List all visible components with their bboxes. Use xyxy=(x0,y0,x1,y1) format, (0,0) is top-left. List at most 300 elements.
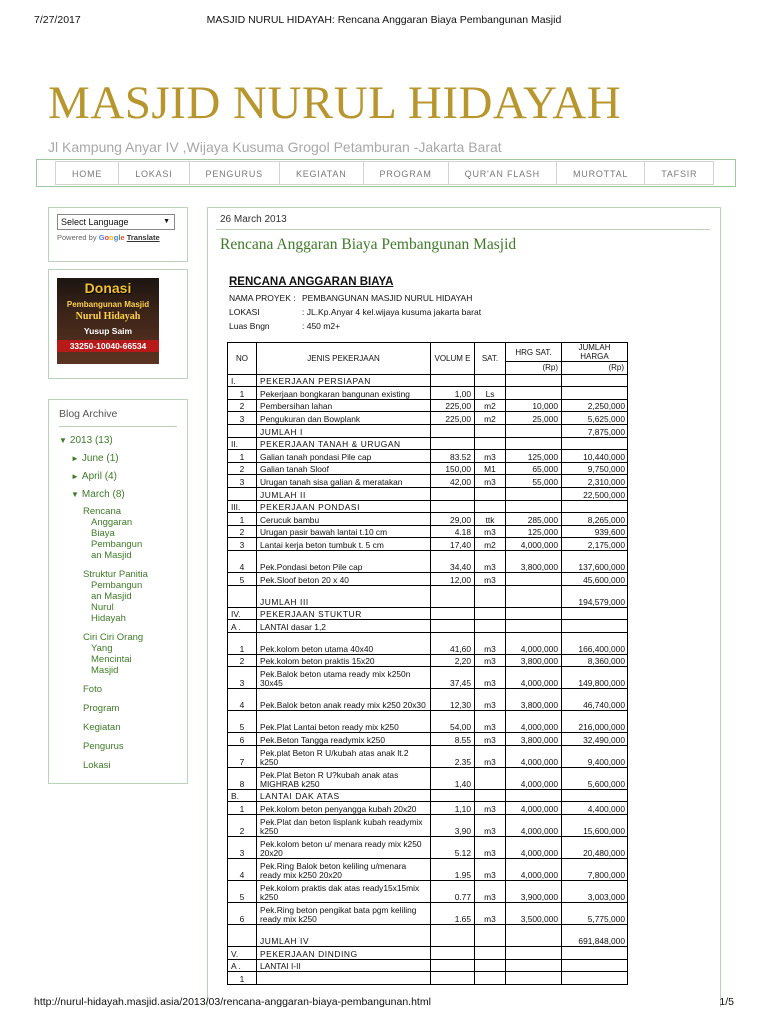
cell-hrg xyxy=(506,500,562,513)
cell-no: 2 xyxy=(228,525,257,538)
cell-volume: 1,10 xyxy=(431,802,475,815)
cell-sat xyxy=(475,585,506,607)
cell-jumlah: 5,775,000 xyxy=(562,903,628,925)
cell-sat xyxy=(475,487,506,500)
header-hrg: HRG SAT. xyxy=(506,343,562,362)
cell-jenis: Pek.kolom beton praktis 15x20 xyxy=(257,654,431,667)
cell-volume: 5.12 xyxy=(431,837,475,859)
page-list xyxy=(59,684,177,771)
cell-no: 5 xyxy=(228,881,257,903)
cell-sat xyxy=(475,767,506,789)
cell-jumlah: 216,000,000 xyxy=(562,711,628,733)
page-link-kegiatan[interactable]: Kegiatan xyxy=(83,722,121,733)
cell-volume xyxy=(431,947,475,960)
cell-sat: M1 xyxy=(475,462,506,475)
cell-jumlah: 194,579,000 xyxy=(562,585,628,607)
cell-sat: m3 xyxy=(475,745,506,767)
cell-jumlah: 5,600,000 xyxy=(562,767,628,789)
cell-jenis: Pembersihan lahan xyxy=(257,399,431,412)
table-row xyxy=(228,424,628,437)
nav-lokasi[interactable]: LOKASI xyxy=(119,161,189,185)
page-link-foto[interactable]: Foto xyxy=(83,684,103,695)
cell-sat: Ls xyxy=(475,387,506,400)
cell-hrg: 3,900,000 xyxy=(506,881,562,903)
cell-jumlah xyxy=(562,387,628,400)
cell-no: 5 xyxy=(228,711,257,733)
cell-sat: m3 xyxy=(475,550,506,572)
table-row xyxy=(228,925,628,947)
cell-sat: m3 xyxy=(475,572,506,585)
cell-no: 8 xyxy=(228,767,257,789)
cell-hrg xyxy=(506,585,562,607)
cell-jumlah xyxy=(562,500,628,513)
table-header-row xyxy=(228,343,628,362)
cell-hrg: 25,000 xyxy=(506,412,562,425)
table-row xyxy=(228,462,628,475)
cell-no: III. xyxy=(228,500,257,513)
cell-volume: 1.95 xyxy=(431,859,475,881)
cell-sat xyxy=(475,374,506,387)
cell-jumlah xyxy=(562,374,628,387)
cell-volume: 12,30 xyxy=(431,689,475,711)
archive-post-link[interactable]: Struktur Panitia Pembangun an Masjid Nurul Hidayah xyxy=(83,569,148,624)
table-row xyxy=(228,859,628,881)
donasi-line2: Nurul Hidayah xyxy=(75,311,141,322)
cell-no: 7 xyxy=(228,745,257,767)
post-container xyxy=(207,207,721,1007)
print-page-number: 1/5 xyxy=(719,996,734,1008)
cell-no: 1 xyxy=(228,972,257,985)
header-sat: SAT. xyxy=(475,343,506,375)
cell-jenis: Pek.Balok beton utama ready mix k250n 30x45 xyxy=(257,667,431,689)
language-select-label: Select Language xyxy=(61,217,129,227)
cell-hrg xyxy=(506,437,562,450)
cell-volume xyxy=(431,424,475,437)
cell-volume xyxy=(431,789,475,802)
cell-jenis: PEKERJAAN STUKTUR xyxy=(257,607,431,620)
cell-jenis: Pek.Beton Tangga readymix k250 xyxy=(257,733,431,746)
cell-hrg xyxy=(506,572,562,585)
cell-jenis: Pek.kolom praktis dak atas ready15x15mix k250 xyxy=(257,881,431,903)
cell-sat: m3 xyxy=(475,654,506,667)
cell-jenis: Pekerjaan bongkaran bangunan existing xyxy=(257,387,431,400)
cell-hrg xyxy=(506,789,562,802)
cell-volume: 150,00 xyxy=(431,462,475,475)
cell-no: 1 xyxy=(228,387,257,400)
cell-no xyxy=(228,424,257,437)
cell-no: I. xyxy=(228,374,257,387)
cell-volume xyxy=(431,487,475,500)
cell-volume xyxy=(431,607,475,620)
cell-volume: 12,00 xyxy=(431,572,475,585)
cell-hrg: 4,000,000 xyxy=(506,538,562,551)
cell-jumlah xyxy=(562,437,628,450)
cell-jenis: Pek.Pondasi beton Pile cap xyxy=(257,550,431,572)
cell-no: 4 xyxy=(228,689,257,711)
nav-pengurus[interactable]: PENGURUS xyxy=(190,161,280,185)
cell-sat: m2 xyxy=(475,538,506,551)
cell-sat xyxy=(475,437,506,450)
cell-volume: 83.52 xyxy=(431,450,475,463)
cell-volume: 225,00 xyxy=(431,412,475,425)
cell-sat: m3 xyxy=(475,815,506,837)
cell-volume xyxy=(431,959,475,972)
cell-no: 1 xyxy=(228,450,257,463)
cell-jenis: JUMLAH II xyxy=(257,487,431,500)
table-row xyxy=(228,513,628,526)
cell-jumlah: 22,500,000 xyxy=(562,487,628,500)
cell-sat xyxy=(475,972,506,985)
cell-jumlah: 137,600,000 xyxy=(562,550,628,572)
cell-sat: m2 xyxy=(475,412,506,425)
cell-hrg xyxy=(506,374,562,387)
cell-jumlah: 46,740,000 xyxy=(562,689,628,711)
cell-jumlah: 8,360,000 xyxy=(562,654,628,667)
cell-no: 2 xyxy=(228,399,257,412)
table-row xyxy=(228,387,628,400)
rab-table-body xyxy=(228,374,628,984)
cell-volume: 225,00 xyxy=(431,399,475,412)
cell-no xyxy=(228,925,257,947)
cell-no: 3 xyxy=(228,412,257,425)
cell-volume: 4.18 xyxy=(431,525,475,538)
table-row xyxy=(228,585,628,607)
cell-jenis: Pek.plat Beton R U/kubah atas anak lt.2 k250 xyxy=(257,745,431,767)
post-date: 26 March 2013 xyxy=(220,214,287,225)
table-row xyxy=(228,374,628,387)
cell-jumlah: 32,490,000 xyxy=(562,733,628,746)
cell-hrg: 3,800,000 xyxy=(506,733,562,746)
nav-murottal[interactable]: MUROTTAL xyxy=(557,161,645,185)
cell-no: 4 xyxy=(228,859,257,881)
cell-volume: 37,45 xyxy=(431,667,475,689)
cell-jumlah: 939,600 xyxy=(562,525,628,538)
table-row xyxy=(228,733,628,746)
cell-volume: 29,00 xyxy=(431,513,475,526)
table-row xyxy=(228,903,628,925)
cell-hrg: 125,000 xyxy=(506,525,562,538)
donasi-title: Donasi xyxy=(84,280,132,296)
rab-heading: RENCANA ANGGARAN BIAYA xyxy=(229,276,394,288)
cell-jumlah: 45,600,000 xyxy=(562,572,628,585)
cell-jenis: JUMLAH IV xyxy=(257,925,431,947)
cell-jenis: Lantai kerja beton tumbuk t. 5 cm xyxy=(257,538,431,551)
blog-archive xyxy=(48,399,188,784)
donasi-account: 33250-10040-66534 xyxy=(57,340,159,352)
cell-jumlah: 2,310,000 xyxy=(562,475,628,488)
cell-hrg xyxy=(506,925,562,947)
cell-sat: ttk xyxy=(475,513,506,526)
cell-jenis: Pek.Ring Balok beton keliling u/menara ready mix k250 20x20 xyxy=(257,859,431,881)
nav-kegiatan[interactable]: KEGIATAN xyxy=(280,161,364,185)
main-nav xyxy=(36,159,736,187)
cell-no: 1 xyxy=(228,632,257,654)
cell-jumlah: 2,250,000 xyxy=(562,399,628,412)
cell-hrg: 3,800,000 xyxy=(506,550,562,572)
cell-sat xyxy=(475,424,506,437)
cell-jumlah: 3,003,000 xyxy=(562,881,628,903)
cell-jenis: PEKERJAAN DINDING xyxy=(257,947,431,960)
powered-by-label: Powered by xyxy=(57,233,97,242)
table-row xyxy=(228,972,628,985)
page-link-pengurus[interactable]: Pengurus xyxy=(83,741,124,752)
translate-widget xyxy=(48,207,188,262)
cell-hrg: 4,000,000 xyxy=(506,667,562,689)
cell-sat xyxy=(475,500,506,513)
table-row xyxy=(228,620,628,633)
table-row xyxy=(228,767,628,789)
cell-jenis: Pek.Plat Beton R U?kubah anak atas MIGHRAB k250 xyxy=(257,767,431,789)
table-row xyxy=(228,412,628,425)
google-logo: Google xyxy=(98,233,125,242)
table-row xyxy=(228,667,628,689)
cell-hrg: 4,000,000 xyxy=(506,711,562,733)
cell-volume: 1.65 xyxy=(431,903,475,925)
cell-sat xyxy=(475,925,506,947)
page-link-lokasi[interactable]: Lokasi xyxy=(83,760,111,771)
cell-volume: 41,60 xyxy=(431,632,475,654)
cell-hrg: 3,800,000 xyxy=(506,689,562,711)
cell-jenis: LANTAI DAK ATAS xyxy=(257,789,431,802)
cell-hrg: 3,800,000 xyxy=(506,654,562,667)
cell-jenis: Pek.Ring beton pengikat bata pgm keliling ready mix k250 xyxy=(257,903,431,925)
cell-sat: m3 xyxy=(475,450,506,463)
table-row xyxy=(228,450,628,463)
cell-volume: 8.55 xyxy=(431,733,475,746)
cell-jumlah: 5,625,000 xyxy=(562,412,628,425)
cell-sat: m3 xyxy=(475,689,506,711)
cell-no: 6 xyxy=(228,733,257,746)
cell-hrg xyxy=(506,387,562,400)
table-row xyxy=(228,399,628,412)
cell-jumlah: 7,800,000 xyxy=(562,859,628,881)
archive-post-link[interactable]: Ciri Ciri Orang Yang Mencintai Masjid xyxy=(83,632,144,676)
site-description: Jl Kampung Anyar IV ,Wijaya Kusuma Grogol Petamburan -Jakarta Barat xyxy=(48,139,502,155)
cell-jumlah: 9,400,000 xyxy=(562,745,628,767)
header-jumlah-unit: (Rp) xyxy=(562,362,628,375)
cell-sat: m3 xyxy=(475,881,506,903)
table-row xyxy=(228,572,628,585)
cell-no: 4 xyxy=(228,550,257,572)
cell-jenis: JUMLAH III xyxy=(257,585,431,607)
rab-table xyxy=(227,342,628,985)
cell-volume xyxy=(431,972,475,985)
cell-sat xyxy=(475,789,506,802)
cell-jumlah: 20,480,000 xyxy=(562,837,628,859)
cell-jenis: PEKERJAAN TANAH & URUGAN xyxy=(257,437,431,450)
archive-post-link[interactable]: Rencana Anggaran Biaya Pembangun an Masjid xyxy=(83,506,143,561)
cell-hrg: 4,000,000 xyxy=(506,802,562,815)
table-row xyxy=(228,947,628,960)
cell-hrg xyxy=(506,947,562,960)
cell-jenis: Urugan tanah sisa galian & meratakan xyxy=(257,475,431,488)
cell-no: 3 xyxy=(228,475,257,488)
table-row xyxy=(228,437,628,450)
cell-jumlah: 2,175,000 xyxy=(562,538,628,551)
table-row xyxy=(228,881,628,903)
date-divider xyxy=(216,229,710,230)
cell-sat: m3 xyxy=(475,802,506,815)
cell-jumlah xyxy=(562,789,628,802)
header-no: NO xyxy=(228,343,257,375)
cell-no: IV. xyxy=(228,607,257,620)
cell-jenis: Pek.Sloof beton 20 x 40 xyxy=(257,572,431,585)
cell-jumlah: 691,848,000 xyxy=(562,925,628,947)
table-row xyxy=(228,789,628,802)
print-header xyxy=(34,14,734,30)
cell-volume: 3,90 xyxy=(431,815,475,837)
donasi-banner[interactable] xyxy=(57,278,159,364)
donasi-widget xyxy=(48,269,188,379)
archive-month-june[interactable]: ► June (1) xyxy=(71,453,119,464)
cell-volume: 2,20 xyxy=(431,654,475,667)
cell-jenis: LANTAI I-II xyxy=(257,959,431,972)
cell-jumlah: 15,600,000 xyxy=(562,815,628,837)
table-row xyxy=(228,525,628,538)
cell-sat xyxy=(475,620,506,633)
cell-sat: m3 xyxy=(475,711,506,733)
print-url: http://nurul-hidayah.masjid.asia/2013/03/rencana-anggaran-biaya-pembangunan.html xyxy=(34,996,431,1008)
cell-hrg xyxy=(506,487,562,500)
cell-jumlah: 10,440,000 xyxy=(562,450,628,463)
cell-hrg: 55,000 xyxy=(506,475,562,488)
nav-tafsir[interactable]: TAFSIR xyxy=(645,161,714,185)
triangle-right-icon[interactable]: ► xyxy=(71,454,79,463)
header-jenis: JENIS PEKERJAAN xyxy=(257,343,431,375)
archive-month-march[interactable]: ▼ March (8) xyxy=(71,489,125,500)
cell-no: 3 xyxy=(228,538,257,551)
triangle-right-icon[interactable]: ► xyxy=(71,472,79,481)
cell-sat: m3 xyxy=(475,632,506,654)
cell-jumlah: 4,400,000 xyxy=(562,802,628,815)
cell-hrg: 3,500,000 xyxy=(506,903,562,925)
cell-sat xyxy=(475,959,506,972)
table-row xyxy=(228,475,628,488)
archive-month-april[interactable]: ► April (4) xyxy=(71,471,117,482)
cell-jenis: Pek.Plat dan beton lisplank kubah readymix k250 xyxy=(257,815,431,837)
cell-volume xyxy=(431,620,475,633)
blog-archive-title: Blog Archive xyxy=(59,408,177,427)
table-row xyxy=(228,959,628,972)
table-row xyxy=(228,632,628,654)
nav-program[interactable]: PROGRAM xyxy=(364,161,449,185)
table-row xyxy=(228,745,628,767)
cell-sat: m3 xyxy=(475,733,506,746)
print-title: MASJID NURUL HIDAYAH: Rencana Anggaran Biaya Pembangunan Masjid xyxy=(206,14,562,26)
cell-volume xyxy=(431,437,475,450)
table-row xyxy=(228,550,628,572)
meta-area: Luas Bngn : 450 m2+ xyxy=(229,321,341,331)
cell-no: 2 xyxy=(228,654,257,667)
cell-no: 2 xyxy=(228,815,257,837)
cell-hrg: 4,000,000 xyxy=(506,745,562,767)
nav-home[interactable]: HOME xyxy=(55,161,119,185)
table-row xyxy=(228,654,628,667)
cell-volume: 17,40 xyxy=(431,538,475,551)
cell-volume: 2.35 xyxy=(431,745,475,767)
cell-sat: m3 xyxy=(475,859,506,881)
cell-hrg xyxy=(506,959,562,972)
cell-volume: 42,00 xyxy=(431,475,475,488)
print-footer xyxy=(34,996,734,1010)
language-select[interactable] xyxy=(57,214,175,230)
cell-sat xyxy=(475,607,506,620)
cell-hrg: 4,000,000 xyxy=(506,815,562,837)
table-row xyxy=(228,487,628,500)
cell-no: 3 xyxy=(228,667,257,689)
cell-hrg: 125,000 xyxy=(506,450,562,463)
cell-jumlah xyxy=(562,620,628,633)
cell-jenis: Pek.kolom beton utama 40x40 xyxy=(257,632,431,654)
nav-quran-flash[interactable]: QUR'AN FLASH xyxy=(449,161,557,185)
cell-volume: 1,40 xyxy=(431,767,475,789)
cell-jenis: Galian tanah Sloof xyxy=(257,462,431,475)
cell-no xyxy=(228,585,257,607)
cell-no: 1 xyxy=(228,802,257,815)
print-date: 7/27/2017 xyxy=(34,14,81,26)
page-link-program[interactable]: Program xyxy=(83,703,120,714)
cell-no: 1 xyxy=(228,513,257,526)
triangle-down-icon[interactable]: ▼ xyxy=(59,436,67,445)
cell-no: II. xyxy=(228,437,257,450)
cell-jenis: Pek.kolom beton penyangga kubah 20x20 xyxy=(257,802,431,815)
cell-jumlah xyxy=(562,972,628,985)
cell-sat xyxy=(475,947,506,960)
table-row xyxy=(228,689,628,711)
cell-hrg: 4,000,000 xyxy=(506,859,562,881)
table-row xyxy=(228,500,628,513)
cell-volume xyxy=(431,585,475,607)
archive-year-2013[interactable]: ▼ 2013 (13) xyxy=(59,435,113,446)
cell-volume: 34,40 xyxy=(431,550,475,572)
cell-sat: m2 xyxy=(475,399,506,412)
cell-sat: m3 xyxy=(475,667,506,689)
translate-link[interactable]: Translate xyxy=(126,233,160,242)
post-title[interactable]: Rencana Anggaran Biaya Pembangunan Masjid xyxy=(220,236,517,253)
cell-volume: 1,00 xyxy=(431,387,475,400)
cell-volume: 0.77 xyxy=(431,881,475,903)
cell-no: 5 xyxy=(228,572,257,585)
cell-hrg xyxy=(506,424,562,437)
cell-jumlah xyxy=(562,959,628,972)
cell-jenis: Cerucuk bambu xyxy=(257,513,431,526)
header-jumlah: JUMLAH HARGA xyxy=(562,343,628,362)
cell-jenis: Pek.Balok beton anak ready mix k250 20x30 xyxy=(257,689,431,711)
triangle-down-icon[interactable]: ▼ xyxy=(71,490,79,499)
cell-sat: m3 xyxy=(475,525,506,538)
cell-volume: 54,00 xyxy=(431,711,475,733)
cell-jenis: LANTAI dasar 1,2 xyxy=(257,620,431,633)
cell-jenis xyxy=(257,972,431,985)
cell-no: V. xyxy=(228,947,257,960)
table-row xyxy=(228,538,628,551)
site-title[interactable]: MASJID NURUL HIDAYAH xyxy=(48,77,622,129)
cell-hrg xyxy=(506,607,562,620)
cell-hrg: 10,000 xyxy=(506,399,562,412)
cell-jumlah xyxy=(562,607,628,620)
cell-sat: m3 xyxy=(475,837,506,859)
table-row xyxy=(228,837,628,859)
cell-jenis: Pek.kolom beton u/ menara ready mix k250 20x20 xyxy=(257,837,431,859)
cell-jenis: Galian tanah pondasi Pile cap xyxy=(257,450,431,463)
header-hrg-unit: (Rp) xyxy=(506,362,562,375)
chevron-down-icon: ▼ xyxy=(163,218,170,225)
cell-no: A . xyxy=(228,959,257,972)
cell-no: B. xyxy=(228,789,257,802)
cell-no: 3 xyxy=(228,837,257,859)
donasi-name: Yusup Saim xyxy=(83,326,133,336)
header-volume: VOLUM E xyxy=(431,343,475,375)
